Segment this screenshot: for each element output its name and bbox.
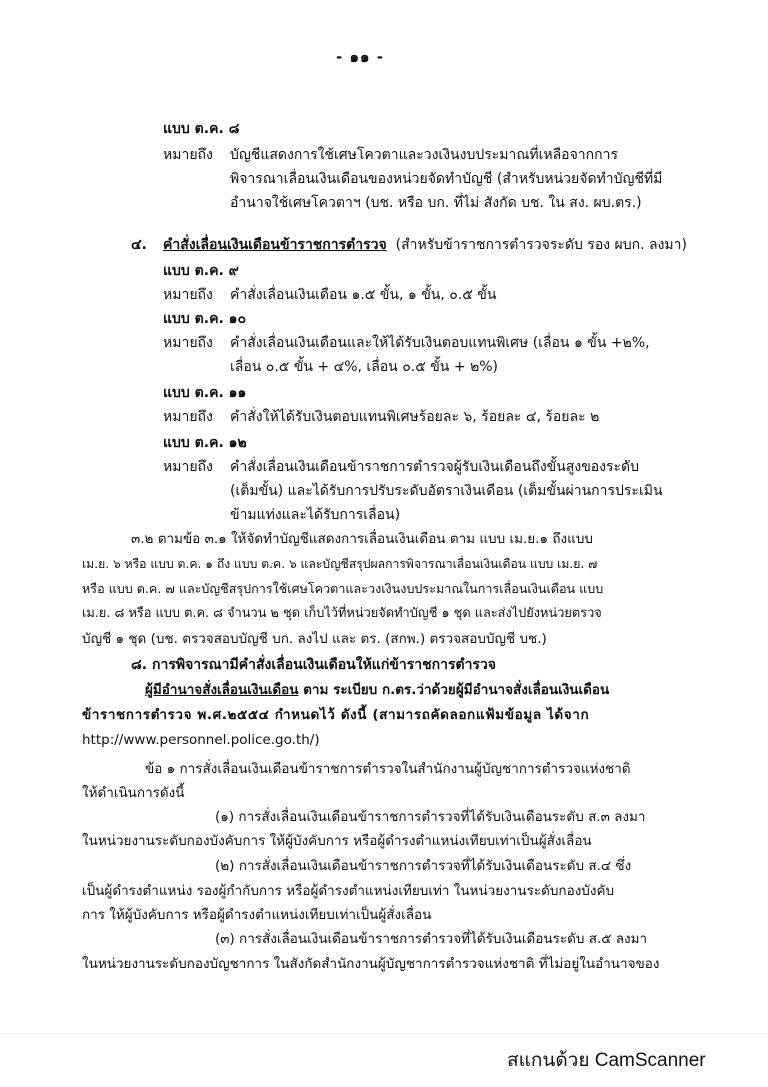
form-12-desc-line-3: ข้ามแท่งและได้รับการเลื่อน) — [230, 507, 401, 523]
para-3-2-line-4: เม.ย. ๘ หรือ แบบ ต.ค. ๘ จำนวน ๒ ชุด เก็บไว้ที่หน่วยจัดทำบัญชี ๑ ชุด และส่งไปยังหน่วยตรวจ — [82, 606, 602, 621]
scan-artifact-line — [0, 1033, 768, 1034]
page-number: - ๑๑ - — [336, 48, 384, 66]
form-11-title: แบบ ต.ค. ๑๑ — [163, 385, 247, 401]
item-3-line-1: (๓) การสั่งเลื่อนเงินเดือนข้าราชการตำรวจที่ได้รับเงินเดือนระดับ ส.๕ ลงมา — [215, 931, 648, 947]
source-url-link[interactable]: http://www.personnel.police.go.th/) — [82, 732, 320, 748]
form-9-desc — [163, 286, 496, 304]
form-8-desc-line-2: พิจารณาเลื่อนเงินเดือนของหน่วยจัดทำบัญชี (สำหรับหน่วยจัดทำบัญชีที่มี — [230, 171, 663, 187]
form-12-desc-line-1 — [163, 458, 639, 476]
form-12-desc-line-2: (เต็มขั้น) และได้รับการปรับระดับอัตราเงินเดือน (เต็มขั้นผ่านการประเมิน — [230, 483, 663, 499]
form-8-desc-line-1 — [163, 146, 618, 164]
para-3-2-line-1: ๓.๒ ตามข้อ ๓.๑ ให้จัดทำบัญชีแสดงการเลื่อนเงินเดือน ตาม แบบ เม.ย.๑ ถึงแบบ — [131, 531, 593, 547]
form-9-title: แบบ ต.ค. ๙ — [163, 263, 239, 279]
item-2-line-3: การ ให้ผู้บังคับการ หรือผู้ดำรงตำแหน่งเทียบเท่าเป็นผู้สั่งเลื่อน — [82, 907, 432, 923]
form-10-desc-line-1 — [163, 334, 650, 352]
section-8-line-2: ข้าราชการตำรวจ พ.ศ.๒๕๕๔ กำหนดไว้ ดังนี้ (สามารถคัดลอกแฟ้มข้อมูล ได้จาก — [82, 707, 590, 723]
form-9-text: คำสั่งเลื่อนเงินเดือน ๑.๕ ขั้น, ๑ ขั้น, ๐.๕ ขั้น — [230, 287, 497, 303]
item-3-line-2: ในหน่วยงานระดับกองบัญชาการ ในสังกัดสำนักงานผู้บัญชาการตำรวจแห่งชาติ ที่ไม่อยู่ในอำนาจของ — [82, 956, 660, 972]
section-8-authority-line — [145, 681, 609, 699]
form-8-desc-line-3: อำนาจใช้เศษโควตาฯ (บช. หรือ บก. ที่ไม่ สังกัด บช. ใน สง. ผบ.ตร.) — [230, 195, 642, 211]
section-4-number: ๔. — [131, 237, 147, 253]
form-10-desc-line-2: เลื่อน ๐.๕ ขั้น + ๔%, เลื่อน ๐.๕ ขั้น + ๒%) — [230, 359, 499, 375]
section-4-heading-line — [163, 236, 687, 254]
authority-rest: ตาม ระเบียบ ก.ตร.ว่าด้วยผู้มีอำนาจสั่งเลื่อนเงินเดือน — [298, 682, 610, 698]
form-12-label: หมายถึง — [163, 459, 213, 475]
para-3-2-line-5: บัญชี ๑ ชุด (บช. ตรวจสอบบัญชี บก. ลงไป และ ตร. (สกพ.) ตรวจสอบบัญชี บช.) — [82, 631, 547, 647]
camscanner-watermark: สแกนด้วย CamScanner — [507, 1050, 706, 1071]
form-8-title: แบบ ต.ค. ๘ — [163, 121, 240, 137]
form-11-label: หมายถึง — [163, 409, 213, 425]
form-11-text: คำสั่งให้ได้รับเงินตอบแทนพิเศษร้อยละ ๖, ร้อยละ ๔, ร้อยละ ๒ — [230, 409, 600, 425]
form-8-label: หมายถึง — [163, 147, 213, 163]
item-1-line-2: ในหน่วยงานระดับกองบังคับการ ให้ผู้บังคับการ หรือผู้ดำรงตำแหน่งเทียบเท่าเป็นผู้สั่งเลื่อน — [82, 833, 592, 849]
form-12-title: แบบ ต.ค. ๑๒ — [163, 435, 247, 451]
section-8-heading: ๘. การพิจารณามีคำสั่งเลื่อนเงินเดือนให้แก่ข้าราชการตำรวจ — [131, 657, 497, 673]
item-1-line-1: (๑) การสั่งเลื่อนเงินเดือนข้าราชการตำรวจที่ได้รับเงินเดือนระดับ ส.๓ ลงมา — [215, 809, 646, 825]
para-3-2-line-2: เม.ย. ๖ หรือ แบบ ต.ค. ๑ ถึง แบบ ต.ค. ๖ และบัญชีสรุปผลการพิจารณาเลื่อนเงินเดือน แบบ เม.ย. ๗ — [82, 557, 598, 571]
form-12-text: คำสั่งเลื่อนเงินเดือนข้าราชการตำรวจผู้รับเงินเดือนถึงขั้นสูงของระดับ — [230, 459, 640, 475]
section-4-note: (สำหรับข้าราชการตำรวจระดับ รอง ผบก. ลงมา) — [395, 237, 687, 253]
section-4-heading: คำสั่งเลื่อนเงินเดือนข้าราชการตำรวจ — [163, 237, 387, 253]
clause-1-line-1: ข้อ ๑ การสั่งเลื่อนเงินเดือนข้าราชการตำรวจในสำนักงานผู้บัญชาการตำรวจแห่งชาติ — [145, 761, 631, 777]
form-10-text: คำสั่งเลื่อนเงินเดือนและให้ได้รับเงินตอบแทนพิเศษ (เลื่อน ๑ ขั้น +๒%, — [230, 335, 650, 351]
form-10-label: หมายถึง — [163, 335, 213, 351]
item-2-line-2: เป็นผู้ดำรงตำแหน่ง รองผู้กำกับการ หรือผู้ดำรงตำแหน่งเทียบเท่า ในหน่วยงานระดับกองบังคับ — [82, 883, 615, 899]
authority-title: ผู้มีอำนาจสั่งเลื่อนเงินเดือน — [145, 682, 299, 698]
item-2-line-1: (๒) การสั่งเลื่อนเงินเดือนข้าราชการตำรวจที่ได้รับเงินเดือนระดับ ส.๔ ซึ่ง — [215, 858, 632, 874]
clause-1-line-2: ให้ดำเนินการดังนี้ — [82, 785, 185, 801]
para-3-2-line-3: หรือ แบบ ต.ค. ๗ และบัญชีสรุปการใช้เศษโควตาและวงเงินงบประมาณในการเลื่อนเงินเดือน แบบ — [82, 581, 604, 596]
form-8-text: บัญชีแสดงการใช้เศษโควตาและวงเงินงบประมาณที่เหลือจากการ — [230, 147, 618, 163]
form-10-title: แบบ ต.ค. ๑๐ — [163, 311, 247, 327]
form-11-desc — [163, 408, 599, 426]
form-9-label: หมายถึง — [163, 287, 213, 303]
